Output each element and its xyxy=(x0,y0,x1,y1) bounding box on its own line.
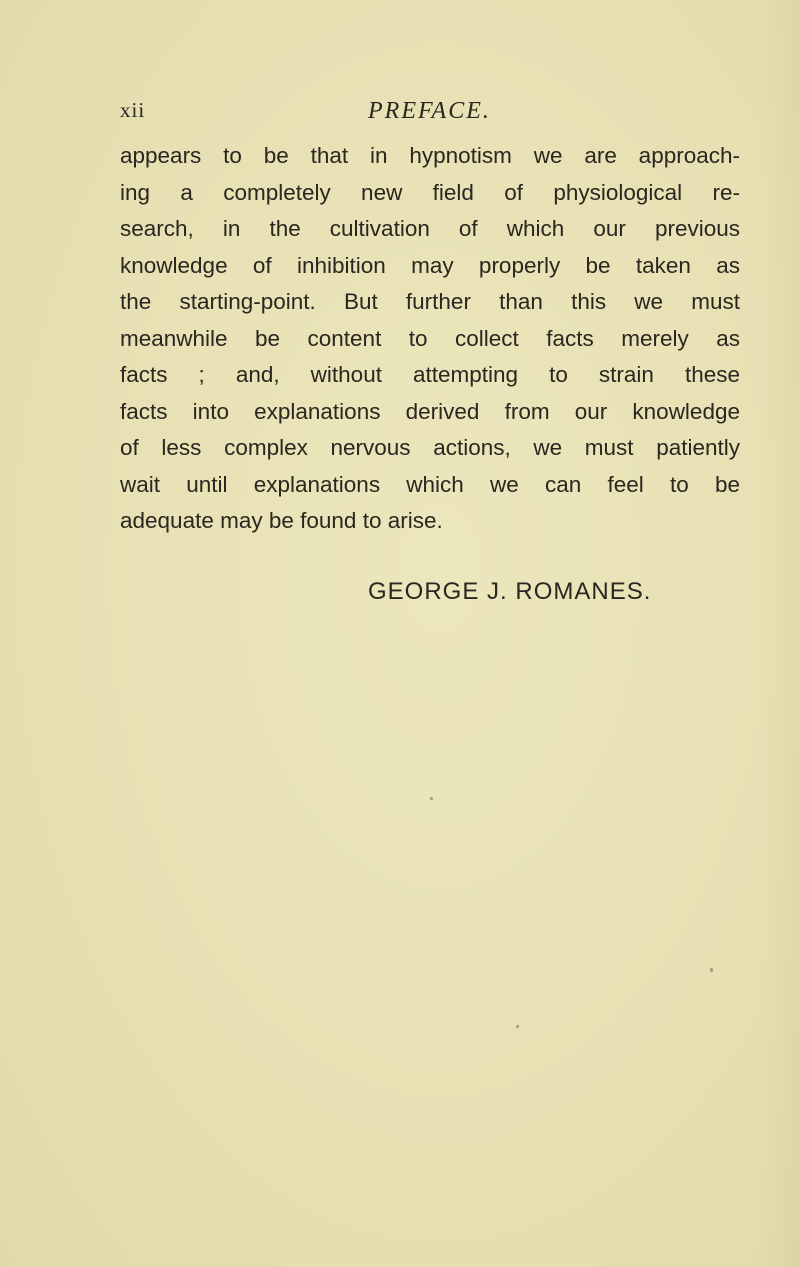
text-line: ing a completely new field of physiological re- xyxy=(120,179,740,205)
paper-speck xyxy=(710,968,713,972)
page-edge-shadow xyxy=(760,0,800,1267)
author-signature: GEORGE J. ROMANES. xyxy=(368,578,652,605)
text-line: search, in the cultivation of which our previous xyxy=(120,216,740,241)
text-line: appears to be that in hypnotism we are approach- xyxy=(120,143,740,168)
paper-speck xyxy=(516,1025,519,1028)
text-line: wait until explanations which we can feel to be xyxy=(120,471,740,497)
text-line: knowledge of inhibition may properly be taken as xyxy=(120,252,740,278)
text-line: of less complex nervous actions, we must patiently xyxy=(120,435,740,460)
text-line: facts into explanations derived from our knowledge xyxy=(120,398,740,424)
paper-speck xyxy=(430,797,433,800)
text-line: adequate may be found to arise. xyxy=(120,508,443,533)
text-line: the starting-point. But further than this we must xyxy=(120,289,740,314)
running-head: PREFACE. xyxy=(368,98,491,124)
page-number: xii xyxy=(120,98,146,122)
text-line: meanwhile be content to collect facts merely as xyxy=(120,325,740,351)
text-line: facts ; and, without attempting to strain these xyxy=(120,362,740,387)
preface-paragraph xyxy=(120,138,740,540)
page-header xyxy=(120,98,760,128)
